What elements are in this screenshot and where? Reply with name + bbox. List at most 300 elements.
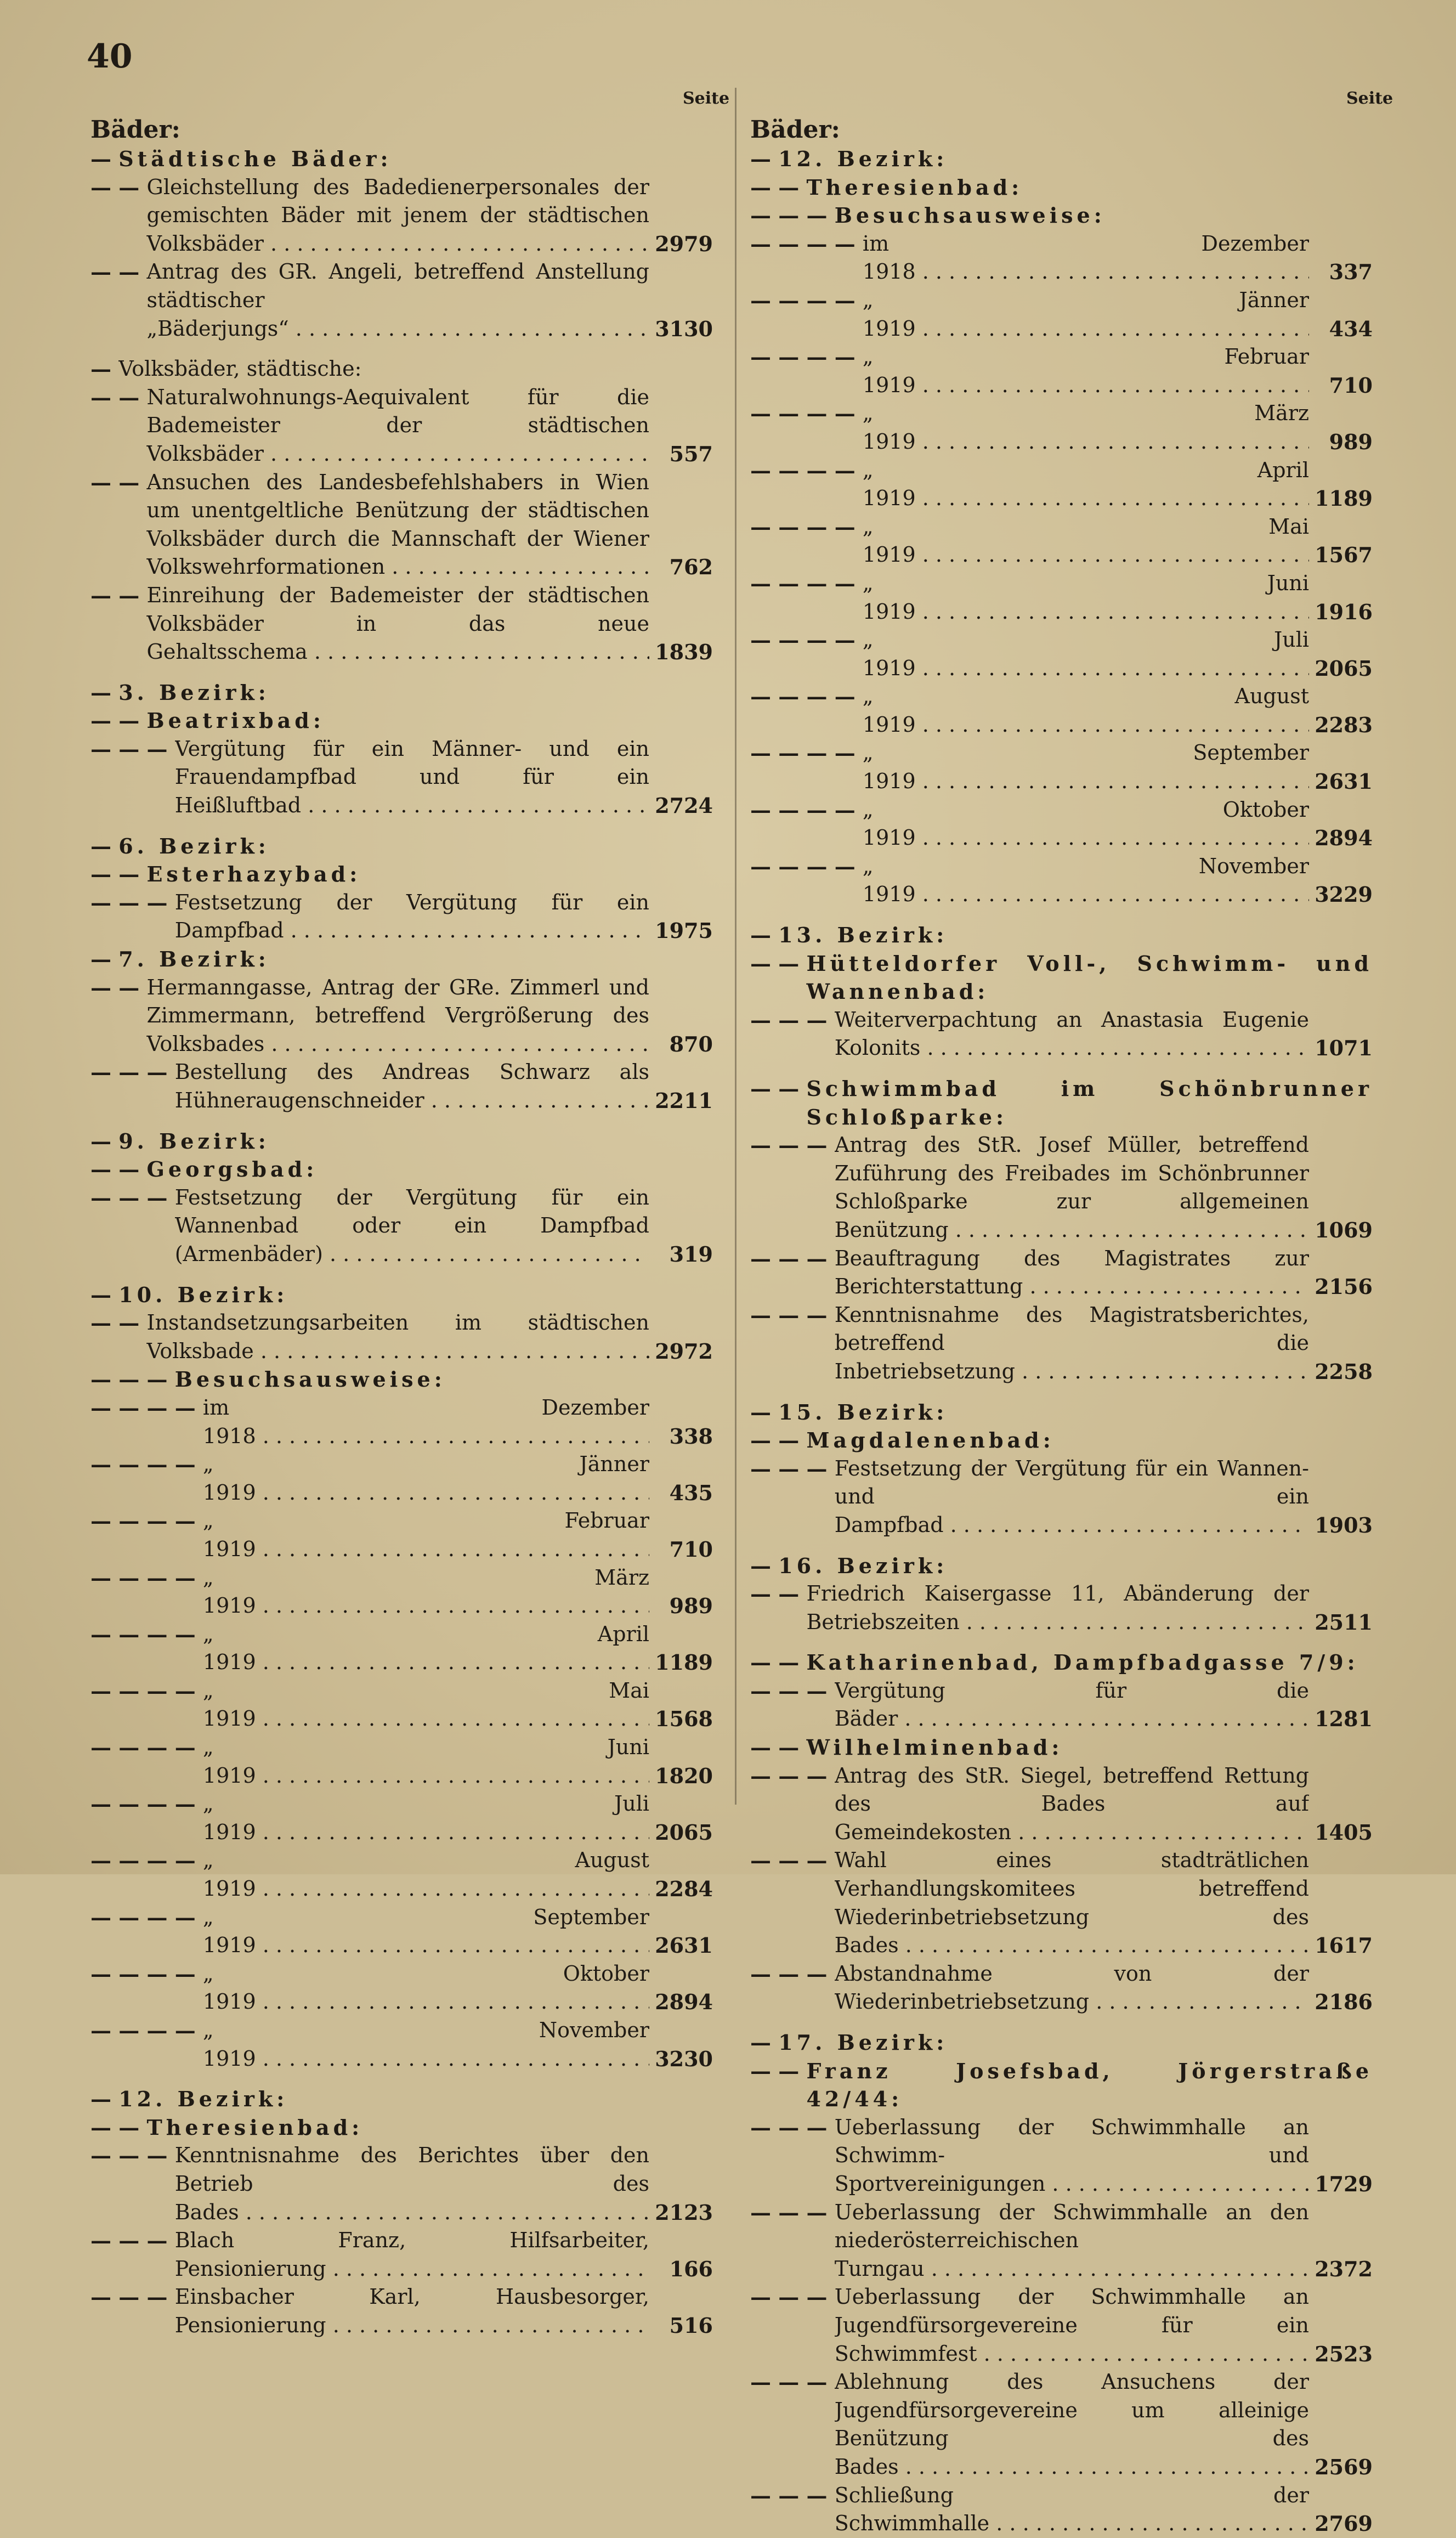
- entry-dashes: — — — —: [90, 1904, 203, 1930]
- entry-text: 9. Bezirk:: [118, 1128, 270, 1154]
- entry-text: „ Juli 1919 . . .: [203, 1790, 649, 1846]
- entry-text: Weiterverpachtung an Anastasia Eugenie Kolonits . . .: [835, 1006, 1309, 1062]
- entry-text: im Dezember 1918 . . .: [863, 230, 1309, 286]
- index-entry: [90, 1903, 713, 1960]
- index-entry: [750, 1552, 1373, 1580]
- entry-dashes: — — — —: [90, 1565, 203, 1590]
- entry-page-number: 2156: [1315, 1274, 1373, 1299]
- index-entry: [90, 1677, 713, 1733]
- entry-text: Hermanngasse, Antrag der GRe. Zimmerl und Zimmermann, betreffend Vergrößerung des Volksbades . . .: [146, 974, 649, 1059]
- entry-dashes: —: [90, 1282, 119, 1307]
- seite-label-left: Seite: [683, 89, 730, 108]
- entry-page-number: 2894: [655, 1989, 713, 2015]
- index-entry: [750, 739, 1373, 795]
- entry-page-number: 319: [669, 1241, 713, 1267]
- entry-dashes: — —: [90, 259, 147, 285]
- entry-dashes: — — — —: [90, 1678, 203, 1703]
- index-entry: [750, 1733, 1373, 1762]
- index-entry: [750, 201, 1373, 230]
- index-entry: [750, 145, 1373, 173]
- entry-dashes: — — — —: [750, 684, 863, 709]
- entry-dashes: — — —: [90, 2285, 175, 2310]
- index-entry: [90, 1450, 713, 1507]
- index-entry: [750, 2113, 1373, 2198]
- entry-text: Bestellung des Andreas Schwarz als Hühneraugenschneider . . .: [175, 1058, 649, 1115]
- index-entry: [90, 1365, 713, 1394]
- index-entry: [750, 343, 1373, 399]
- index-entry: [90, 1281, 713, 1309]
- index-entry: [90, 1127, 713, 1156]
- index-entry: [90, 679, 713, 707]
- index-entry: [90, 1620, 713, 1677]
- entry-dashes: — —: [90, 862, 147, 887]
- entry-page-number: 1729: [1315, 2171, 1373, 2196]
- entry-text: Beatrixbad:: [146, 708, 325, 733]
- entry-dashes: — —: [750, 1428, 807, 1453]
- entry-page-number: 2211: [655, 1088, 713, 1113]
- entry-dashes: — —: [90, 470, 147, 495]
- entry-text: „ August 1919 . . .: [203, 1846, 649, 1903]
- entry-dashes: — — —: [750, 1133, 835, 1158]
- entry-page-number: 1069: [1315, 1217, 1373, 1242]
- index-entry: [750, 1648, 1373, 1677]
- entry-text: „ Mai 1919 . . .: [203, 1677, 649, 1733]
- entry-dashes: — — —: [90, 1185, 175, 1210]
- entry-dashes: —: [90, 357, 119, 382]
- entry-page-number: 1568: [655, 1706, 713, 1732]
- entry-text: Antrag des GR. Angeli, betreffend Anstellung städtischer „Bäderjungs“ . . .: [146, 258, 649, 343]
- entry-dashes: — — — —: [750, 741, 863, 766]
- entry-text: Instandsetzungsarbeiten im städtischen Volksbade . . .: [146, 1309, 649, 1365]
- entry-page-number: 435: [669, 1480, 713, 1505]
- index-entry: [750, 1075, 1373, 1131]
- entry-text: 6. Bezirk:: [118, 833, 270, 858]
- entry-page-number: 762: [669, 555, 713, 580]
- entry-page-number: 1189: [1315, 486, 1373, 511]
- entry-text: 16. Bezirk:: [778, 1553, 948, 1578]
- entry-page-number: 1281: [1315, 1706, 1373, 1732]
- entry-page-number: 337: [1329, 259, 1373, 285]
- entry-text: „ Juni 1919 . . .: [203, 1733, 649, 1790]
- index-entry: [90, 2283, 713, 2339]
- entry-page-number: 989: [1329, 429, 1373, 454]
- entry-dashes: — —: [90, 1157, 147, 1182]
- entry-page-number: 870: [669, 1031, 713, 1056]
- entry-dashes: — — — —: [750, 514, 863, 539]
- index-entry: [90, 173, 713, 258]
- entry-dashes: — — —: [90, 2143, 175, 2168]
- entry-text: Vergütung für ein Männer- und ein Frauendampfbad und für ein Heißluftbad . . .: [175, 735, 649, 820]
- entry-dashes: — — —: [750, 2370, 835, 2395]
- entry-page-number: 1071: [1315, 1036, 1373, 1061]
- index-entry: [90, 355, 713, 383]
- index-entry: [90, 2226, 713, 2283]
- entry-dashes: — —: [750, 1076, 807, 1101]
- index-entry: [90, 1507, 713, 1563]
- entry-dashes: — — — —: [90, 1395, 203, 1420]
- entry-page-number: 1975: [655, 918, 713, 943]
- entry-page-number: 1567: [1315, 542, 1373, 568]
- entry-dashes: — — — —: [750, 344, 863, 370]
- entry-text: Ansuchen des Landesbefehlshabers in Wien um unentgeltliche Benützung der städtischen Volksbäder durch die Mannschaft der Wiener Volkswehrformationen . . .: [146, 468, 649, 581]
- entry-text: 15. Bezirk:: [778, 1399, 948, 1425]
- index-entry: [750, 286, 1373, 343]
- entry-text: Blach Franz, Hilfsarbeiter, Pensionierung . . .: [175, 2226, 649, 2283]
- left-column: [90, 115, 713, 2340]
- column-divider: [735, 88, 737, 1805]
- entry-text: Städtische Bäder:: [118, 146, 392, 171]
- entry-text: Antrag des StR. Josef Müller, betreffend Zuführung des Freibades im Schönbrunner Schloßparke zur allgemeinen Benützung . . .: [835, 1131, 1309, 1244]
- entry-dashes: —: [750, 2030, 779, 2055]
- entry-dashes: — — —: [750, 1007, 835, 1032]
- entry-dashes: — — — —: [750, 457, 863, 483]
- page-number: 40: [87, 37, 133, 76]
- entry-page-number: 2123: [655, 2200, 713, 2225]
- index-entry: [90, 974, 713, 1059]
- index-entry: [750, 2368, 1373, 2481]
- index-entry: [750, 949, 1373, 1006]
- index-entry: [750, 1960, 1373, 2016]
- entry-text: Ablehnung des Ansuchens der Jugendfürsorgevereine um alleinige Benützung des Bades . . .: [835, 2368, 1309, 2481]
- entry-text: „ Jänner 1919 . . .: [863, 286, 1309, 343]
- entry-page-number: 989: [669, 1593, 713, 1619]
- entry-dashes: — — —: [90, 736, 175, 761]
- index-entry: [750, 1131, 1373, 1244]
- entry-dashes: — —: [750, 1650, 807, 1675]
- entry-page-number: 338: [669, 1423, 713, 1449]
- index-entry: [750, 1677, 1373, 1733]
- entry-text: „ April 1919 . . .: [203, 1620, 649, 1677]
- entry-dashes: — —: [90, 2115, 147, 2140]
- entry-text: Schließung der Schwimmhalle . . .: [835, 2482, 1309, 2538]
- index-entry: [750, 682, 1373, 739]
- index-entry: [90, 145, 713, 173]
- entry-page-number: 2631: [655, 1933, 713, 1958]
- entry-page-number: 2284: [655, 1876, 713, 1902]
- entry-text: „ November 1919 . . .: [203, 2016, 649, 2073]
- left-column-entries: [90, 145, 713, 2340]
- index-entry: [750, 1398, 1373, 1427]
- entry-text: „ September 1919 . . .: [863, 739, 1309, 795]
- index-entry: [750, 1426, 1373, 1455]
- entry-dashes: — — —: [750, 1678, 835, 1703]
- entry-text: Wilhelminenbad:: [806, 1735, 1063, 1760]
- entry-page-number: 516: [669, 2313, 713, 2338]
- index-entry: [750, 796, 1373, 852]
- entry-text: Hütteldorfer Voll-, Schwimm- und Wannenbad:: [806, 951, 1373, 1004]
- entry-text: im Dezember 1918 . . .: [203, 1394, 649, 1450]
- entry-page-number: 2372: [1315, 2256, 1373, 2281]
- entry-page-number: 1617: [1315, 1933, 1373, 1958]
- seite-label-right: Seite: [1346, 89, 1393, 108]
- entry-text: Gleichstellung des Badedienerpersonales der gemischten Bäder mit jenem der städtischen Volksbäder . . .: [146, 173, 649, 258]
- entry-dashes: — — — —: [750, 853, 863, 879]
- entry-dashes: — — —: [90, 2228, 175, 2253]
- entry-text: Festsetzung der Vergütung für ein Wannenbad oder ein Dampfbad (Armenbäder) . . .: [175, 1184, 649, 1269]
- entry-dashes: — —: [90, 708, 147, 733]
- left-column-header: Bäder:: [90, 116, 180, 144]
- entry-dashes: — — — —: [750, 797, 863, 822]
- index-entry: [90, 1790, 713, 1846]
- entry-text: 10. Bezirk:: [118, 1282, 288, 1307]
- entry-text: 12. Bezirk:: [778, 146, 948, 171]
- entry-text: Abstandnahme von der Wiederinbetriebsetzung . . .: [835, 1960, 1309, 2016]
- right-column-header: Bäder:: [750, 116, 840, 144]
- entry-page-number: 557: [669, 441, 713, 466]
- index-entry: [90, 1394, 713, 1450]
- index-entry: [750, 1301, 1373, 1386]
- entry-dashes: —: [90, 146, 119, 171]
- index-entry: [90, 1184, 713, 1269]
- entry-text: Ueberlassung der Schwimmhalle an den niederösterreichischen Turngau . . .: [835, 2198, 1309, 2283]
- index-entry: [90, 860, 713, 889]
- index-entry: [750, 1846, 1373, 1959]
- entry-text: „ September 1919 . . .: [203, 1903, 649, 1960]
- index-entry: [750, 2028, 1373, 2057]
- entry-page-number: 1916: [1315, 599, 1373, 624]
- entry-dashes: — — —: [750, 203, 835, 228]
- entry-page-number: 2979: [655, 231, 713, 256]
- index-entry: [750, 921, 1373, 949]
- right-column-entries: [750, 145, 1373, 2538]
- entry-page-number: 2065: [1315, 655, 1373, 681]
- entry-text: „ März 1919 . . .: [203, 1564, 649, 1620]
- entry-dashes: — —: [750, 1735, 807, 1760]
- index-entry: [750, 1762, 1373, 1847]
- entry-dashes: — — —: [750, 1961, 835, 1986]
- index-entry: [750, 2482, 1373, 2538]
- entry-page-number: 3230: [655, 2046, 713, 2071]
- entry-text: Katharinenbad, Dampfbadgasse 7/9:: [806, 1650, 1359, 1675]
- entry-text: 17. Bezirk:: [778, 2030, 948, 2055]
- entry-dashes: — —: [750, 174, 807, 200]
- entry-page-number: 2523: [1315, 2341, 1373, 2366]
- entry-text: Schwimmbad im Schönbrunner Schloßparke:: [806, 1076, 1373, 1129]
- entry-text: Theresienbad:: [146, 2115, 364, 2140]
- entry-dashes: — —: [90, 174, 147, 200]
- entry-page-number: 710: [1329, 372, 1373, 398]
- entry-dashes: —: [90, 2087, 119, 2112]
- entry-text: „ März 1919 . . .: [863, 399, 1309, 456]
- index-entry: [750, 1006, 1373, 1062]
- entry-dashes: — — —: [90, 1367, 175, 1392]
- index-entry: [90, 1733, 713, 1790]
- entry-dashes: —: [90, 1128, 119, 1154]
- entry-page-number: 2511: [1315, 1609, 1373, 1635]
- entry-text: Besuchsausweise:: [834, 203, 1106, 228]
- entry-text: Vergütung für die Bäder . . .: [835, 1677, 1309, 1733]
- index-entry: [750, 456, 1373, 513]
- entry-dashes: — — —: [750, 1302, 835, 1327]
- entry-dashes: —: [90, 947, 119, 972]
- entry-text: Kenntnisnahme des Berichtes über den Betrieb des Bades . . .: [175, 2141, 649, 2226]
- index-entry: [750, 852, 1373, 909]
- right-column: [750, 115, 1373, 2538]
- index-entry: [90, 1309, 713, 1365]
- index-entry: [90, 2141, 713, 2226]
- entry-dashes: — — —: [750, 2483, 835, 2508]
- index-entry: [750, 173, 1373, 202]
- entry-dashes: —: [750, 1553, 779, 1578]
- entry-text: Festsetzung der Vergütung für ein Wannen- und ein Dampfbad . . .: [835, 1455, 1309, 1540]
- index-entry: [750, 230, 1373, 286]
- entry-text: „ August 1919 . . .: [863, 682, 1309, 739]
- entry-text: „ Mai 1919 . . .: [863, 513, 1309, 569]
- entry-text: Magdalenenbad:: [806, 1428, 1055, 1453]
- entry-text: „ April 1919 . . .: [863, 456, 1309, 513]
- entry-page-number: 2631: [1315, 769, 1373, 794]
- entry-dashes: — — — —: [750, 231, 863, 256]
- index-entry: [90, 2016, 713, 2073]
- entry-dashes: — — —: [750, 1456, 835, 1481]
- index-entry: [750, 1245, 1373, 1301]
- entry-dashes: — —: [90, 583, 147, 608]
- entry-page-number: 2972: [655, 1338, 713, 1364]
- entry-text: Volksbäder, städtische:: [118, 357, 362, 381]
- entry-text: 7. Bezirk:: [118, 947, 270, 972]
- entry-text: 13. Bezirk:: [778, 923, 948, 948]
- entry-dashes: — — — —: [90, 1791, 203, 1817]
- entry-dashes: — — —: [750, 1848, 835, 1873]
- entry-dashes: — — — —: [90, 2018, 203, 2043]
- entry-page-number: 2258: [1315, 1359, 1373, 1384]
- index-entry: [750, 2283, 1373, 2368]
- index-entry: [90, 468, 713, 581]
- entry-text: „ Oktober 1919 . . .: [203, 1960, 649, 2016]
- entry-page-number: 3130: [655, 316, 713, 341]
- index-entry: [90, 1960, 713, 2016]
- entry-dashes: — — —: [750, 2285, 835, 2310]
- entry-text: „ Oktober 1919 . . .: [863, 796, 1309, 852]
- index-entry: [90, 1846, 713, 1903]
- entry-page-number: 2065: [655, 1819, 713, 1845]
- index-entry: [750, 513, 1373, 569]
- index-entry: [750, 2198, 1373, 2283]
- entry-text: 3. Bezirk:: [118, 680, 270, 705]
- entry-text: Kenntnisnahme des Magistratsberichtes, betreffend die Inbetriebsetzung . . .: [835, 1301, 1309, 1386]
- entry-text: Friedrich Kaisergasse 11, Abänderung der Betriebszeiten . . .: [806, 1580, 1309, 1636]
- index-entry: [750, 626, 1373, 682]
- entry-dashes: — — —: [750, 1246, 835, 1271]
- entry-dashes: — — — —: [750, 570, 863, 596]
- entry-text: „ Februar 1919 . . .: [863, 343, 1309, 399]
- entry-page-number: 434: [1329, 316, 1373, 341]
- entry-dashes: —: [750, 146, 779, 171]
- entry-dashes: — — — —: [90, 1848, 203, 1873]
- entry-text: Georgsbad:: [146, 1157, 318, 1182]
- entry-dashes: — —: [90, 1310, 147, 1336]
- entry-dashes: — — —: [750, 2200, 835, 2225]
- index-entry: [90, 945, 713, 974]
- index-entry: [750, 1455, 1373, 1540]
- index-entry: [90, 2085, 713, 2113]
- entry-text: 12. Bezirk:: [118, 2087, 288, 2112]
- entry-page-number: 166: [669, 2256, 713, 2281]
- entry-text: Beauftragung des Magistrates zur Berichterstattung . . .: [835, 1245, 1309, 1301]
- index-entry: [90, 258, 713, 343]
- entry-text: Franz Josefsbad, Jörgerstraße 42/44:: [806, 2058, 1373, 2112]
- entry-page-number: 2724: [655, 793, 713, 818]
- index-entry: [90, 735, 713, 820]
- entry-text: Ueberlassung der Schwimmhalle an Jugendfürsorgevereine für ein Schwimmfest . . .: [835, 2283, 1309, 2368]
- entry-page-number: 2186: [1315, 1989, 1373, 2015]
- index-entry: [750, 569, 1373, 626]
- index-entry: [90, 383, 713, 468]
- entry-page-number: 1903: [1315, 1512, 1373, 1538]
- entry-dashes: —: [90, 680, 119, 705]
- entry-dashes: —: [750, 1399, 779, 1425]
- entry-dashes: — — —: [90, 890, 175, 915]
- index-entry: [90, 581, 713, 666]
- entry-page-number: 1189: [655, 1650, 713, 1675]
- entry-dashes: — — — —: [90, 1452, 203, 1477]
- entry-text: Einreihung der Bademeister der städtischen Volksbäder in das neue Gehaltsschema . . .: [146, 581, 649, 666]
- entry-page-number: 3229: [1315, 882, 1373, 907]
- entry-dashes: — —: [750, 951, 807, 976]
- index-entry: [90, 1058, 713, 1115]
- entry-page-number: 1820: [655, 1763, 713, 1788]
- entry-text: Besuchsausweise:: [174, 1367, 446, 1392]
- entry-dashes: — — — —: [750, 287, 863, 313]
- entry-text: Theresienbad:: [806, 174, 1023, 200]
- entry-dashes: — — — —: [90, 1961, 203, 1986]
- entry-page-number: 2569: [1315, 2454, 1373, 2479]
- entry-text: „ Juli 1919 . . .: [863, 626, 1309, 682]
- entry-text: Festsetzung der Vergütung für ein Dampfbad . . .: [175, 889, 649, 945]
- index-entry: [750, 399, 1373, 456]
- entry-dashes: — — — —: [750, 401, 863, 426]
- entry-page-number: 1405: [1315, 1819, 1373, 1845]
- index-entry: [90, 1564, 713, 1620]
- entry-dashes: — — — —: [750, 628, 863, 653]
- entry-page-number: 710: [669, 1536, 713, 1562]
- index-entry: [90, 832, 713, 861]
- index-entry: [90, 706, 713, 735]
- entry-text: „ Jänner 1919 . . .: [203, 1450, 649, 1507]
- entry-text: „ November 1919 . . .: [863, 852, 1309, 909]
- entry-dashes: — — — —: [90, 1621, 203, 1647]
- entry-text: Wahl eines stadträtlichen Verhandlungskomitees betreffend Wiederinbetriebsetzung des Bades . . .: [835, 1846, 1309, 1959]
- entry-dashes: — —: [90, 385, 147, 410]
- entry-text: Einsbacher Karl, Hausbesorger, Pensionierung . . .: [175, 2283, 649, 2339]
- entry-dashes: — — — —: [90, 1508, 203, 1534]
- entry-dashes: —: [750, 923, 779, 948]
- index-entry: [90, 889, 713, 945]
- entry-page-number: 2894: [1315, 826, 1373, 851]
- entry-text: Antrag des StR. Siegel, betreffend Rettung des Bades auf Gemeindekosten . . .: [835, 1762, 1309, 1847]
- index-entry: [750, 2057, 1373, 2113]
- entry-dashes: — —: [90, 975, 147, 1000]
- entry-dashes: — — —: [90, 1060, 175, 1085]
- entry-dashes: — — —: [750, 1763, 835, 1788]
- entry-text: Naturalwohnungs-Aequivalent für die Bademeister der städtischen Volksbäder . . .: [146, 383, 649, 468]
- entry-dashes: — — —: [750, 2115, 835, 2140]
- entry-dashes: —: [90, 833, 119, 858]
- index-entry: [90, 2113, 713, 2142]
- entry-text: „ Juni 1919 . . .: [863, 569, 1309, 626]
- entry-page-number: 1839: [655, 640, 713, 665]
- entry-dashes: — — — —: [90, 1735, 203, 1760]
- entry-dashes: — —: [750, 2058, 807, 2083]
- entry-page-number: 2283: [1315, 712, 1373, 737]
- entry-dashes: — —: [750, 1581, 807, 1607]
- index-entry: [90, 1155, 713, 1184]
- entry-text: Esterhazybad:: [146, 862, 361, 887]
- entry-text: „ Februar 1919 . . .: [203, 1507, 649, 1563]
- index-entry: [750, 1580, 1373, 1636]
- entry-text: Ueberlassung der Schwimmhalle an Schwimm- und Sportvereinigungen . . .: [835, 2113, 1309, 2198]
- entry-page-number: 2769: [1315, 2511, 1373, 2536]
